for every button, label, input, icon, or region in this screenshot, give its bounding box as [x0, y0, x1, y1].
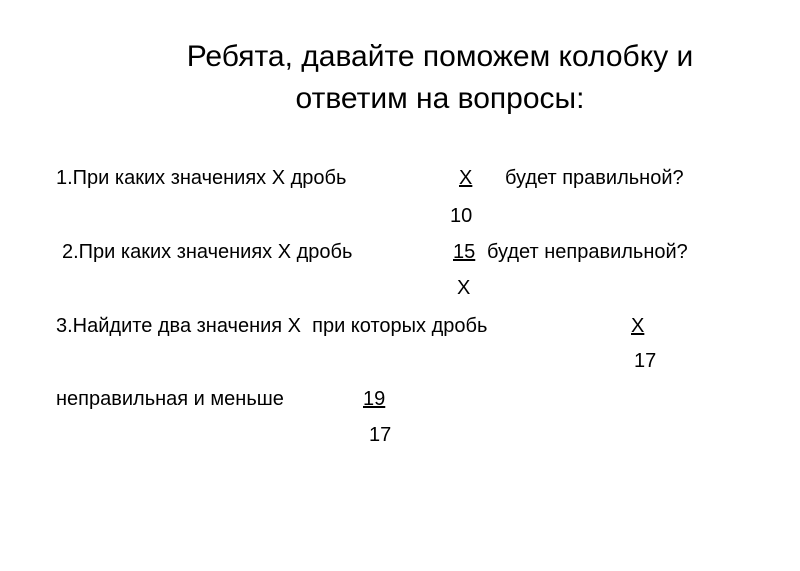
- title-line-1: Ребята, давайте поможем колобку и: [186, 40, 694, 73]
- question-3-numerator: Х: [631, 315, 645, 337]
- slide-title: [100, 36, 780, 120]
- question-3-numerator-2: 19: [363, 388, 386, 410]
- question-2-denominator: Х: [457, 277, 471, 299]
- question-2-text: 2.При каких значениях Х дробь: [62, 241, 353, 263]
- question-3-denominator: 17: [634, 350, 657, 372]
- question-1-tail: будет правильной?: [505, 167, 684, 189]
- question-2-tail: будет неправильной?: [487, 241, 688, 263]
- question-3-text: 3.Найдите два значения Х при которых дробь: [56, 315, 488, 337]
- question-1-denominator: 10: [450, 205, 473, 227]
- title-line-2: ответим на вопросы:: [295, 82, 585, 115]
- question-2-numerator: 15: [453, 241, 476, 263]
- question-3-denominator-2: 17: [369, 424, 392, 446]
- question-1-text: 1.При каких значениях Х дробь: [56, 167, 347, 189]
- question-1-numerator: Х: [459, 167, 473, 189]
- question-3-continuation: неправильная и меньше: [56, 388, 284, 410]
